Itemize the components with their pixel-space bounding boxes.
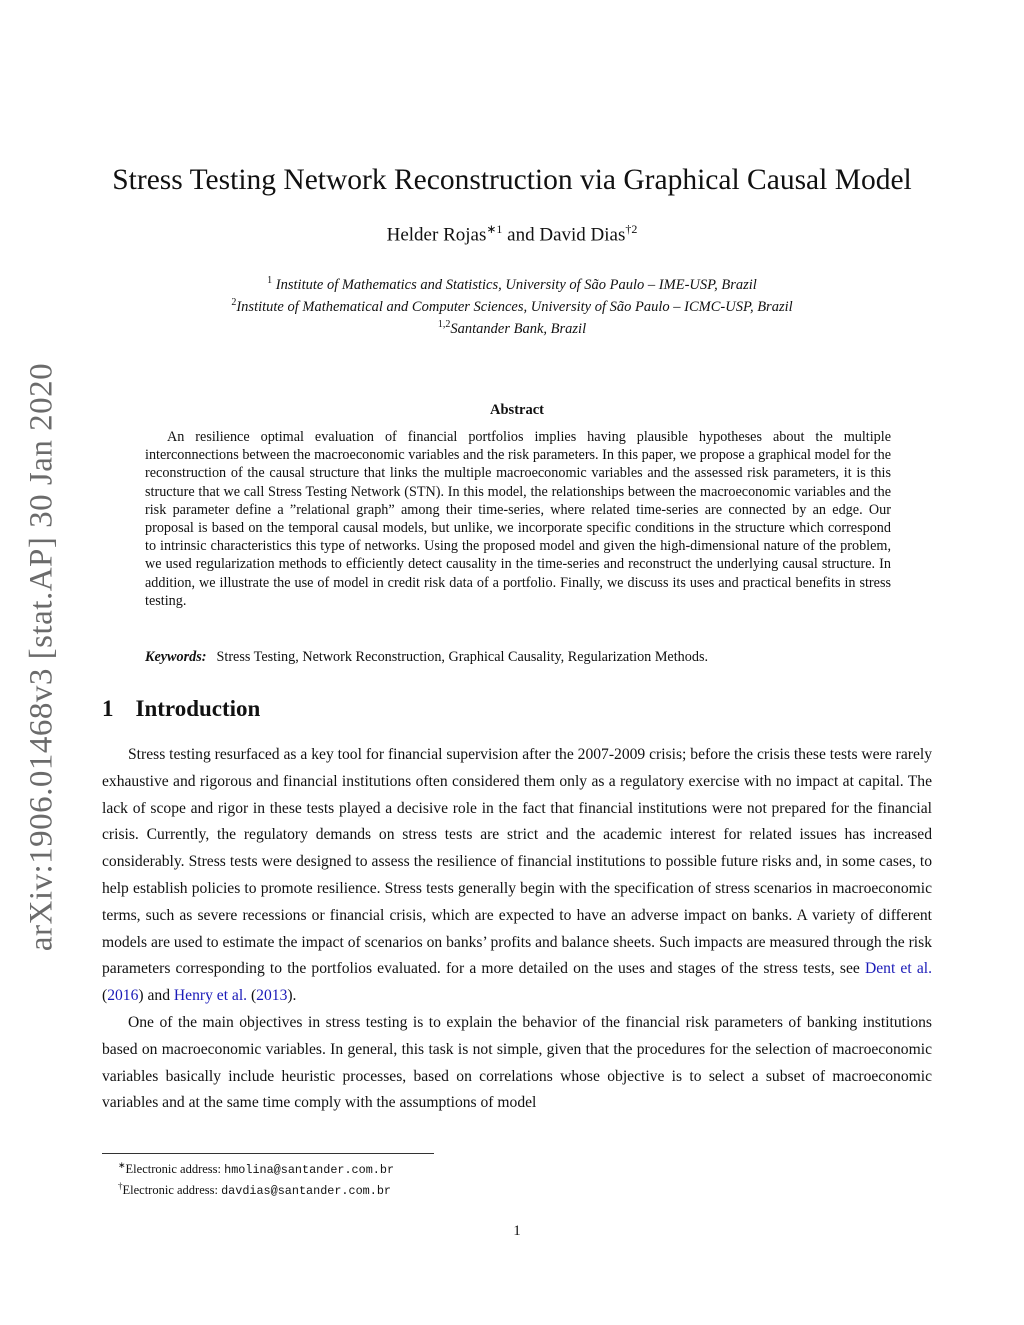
- footnote-label: Electronic address:: [122, 1183, 218, 1198]
- footnote-label: Electronic address:: [125, 1162, 221, 1177]
- author-name: David Dias: [539, 224, 626, 246]
- affiliation-text: Institute of Mathematics and Statistics, University of São Paulo – IME-USP, Brazil: [275, 276, 757, 293]
- affiliations: [0, 272, 1024, 337]
- author-list: [0, 222, 1024, 246]
- citation-link[interactable]: Henry et al.: [173, 987, 248, 1005]
- paragraph: One of the main objectives in stress testing is to explain the behavior of the financial risk parameters of banking institutions based on macroeconomic variables. In general, this task is not simple, given that the procedures for the selection of macroeconomic variables basically include heuristic processes, based on correlations whose objective is to select a subset of macroeconomic variables and at the same time comply with the assumptions of model: [102, 1013, 932, 1112]
- abstract-heading: Abstract: [490, 402, 544, 418]
- paragraph-text: Stress testing resurfaced as a key tool for financial supervision after the 2007-2009 crisis; before the crisis these tests were rarely exhaustive and rigorous and financial institutions often considered them only as a regulatory exercise with no impact at capital. The lack of scope and rigor in these tests played a decisive role in the fact that financial institutions were not prepared for the financial crisis. Currently, the regulatory demands on stress tests are strict and the academic interest for related issues has increased considerably. Stress tests were designed to assess the resilience of financial institutions to possible future risks and, in some cases, to help establish policies to promote resilience. Stress tests generally begin with the specification of stress scenarios in macroeconomic terms, such as severe recessions or financial crisis, which are expected to have an adverse impact on banks. A variety of different models are used to estimate the impact of scenarios on banks’ profits and balance sheets. Such impacts are measured through the risk parameters corresponding to the portfolios evaluated. for a more detailed on the uses and stages of the stress tests, see: [102, 746, 932, 978]
- footnote-email[interactable]: hmolina@santander.com.br: [224, 1163, 395, 1178]
- affiliation-text: Institute of Mathematical and Computer Sciences, University of São Paulo – ICMC-USP, Brazil: [236, 298, 793, 315]
- citation-joiner: and: [147, 987, 170, 1005]
- affiliation: [0, 272, 1024, 294]
- citation-link[interactable]: Dent et al.: [864, 960, 932, 978]
- affiliation: [0, 294, 1024, 316]
- footnote-email[interactable]: davdias@santander.com.br: [221, 1184, 391, 1199]
- affiliation-mark: 1,2: [437, 318, 451, 330]
- keywords-label: Keywords:: [145, 649, 207, 665]
- section-heading: [102, 696, 260, 722]
- affiliation: [0, 316, 1024, 338]
- author-mark: ∗1: [486, 222, 503, 236]
- arxiv-identifier: arXiv:1906.01468v3 [stat.AP] 30 Jan 2020: [23, 362, 60, 952]
- affiliation-text: Santander Bank, Brazil: [450, 320, 587, 337]
- keywords-text: Stress Testing, Network Reconstruction, Graphical Causality, Regularization Methods.: [216, 649, 709, 665]
- affiliation-mark: 1: [267, 275, 273, 286]
- footnote-mark: ∗: [118, 1160, 126, 1170]
- affiliation-mark: 2: [231, 296, 237, 308]
- paragraph: Stress testing resurfaced as a key tool for financial supervision after the 2007-2009 crisis; before the crisis these tests were rarely exhaustive and rigorous and financial institutions often considered them only as a regulatory exercise with no impact at capital. The lack of scope and rigor in these tests played a decisive role in the fact that financial institutions were not prepared for the financial crisis. Currently, the regulatory demands on stress tests are strict and the academic interest for related issues has increased considerably. Stress tests were designed to assess the resilience of financial institutions to possible future risks and, in some cases, to help establish policies to promote resilience. Stress tests generally begin with the specification of stress scenarios in macroeconomic terms, such as severe recessions or financial crisis, which are expected to have an adverse impact on banks. A variety of different models are used to estimate the impact of scenarios on banks’ profits and balance sheets. Such impacts are measured through the risk parameters corresponding to the portfolios evaluated. for a more detailed on the uses and stages of the stress tests, see Dent et al. (2016) and Henry et al. (2013).: [102, 746, 932, 1005]
- section-title: Introduction: [135, 696, 261, 721]
- section-number: 1: [102, 696, 114, 721]
- author-mark: †2: [625, 222, 638, 236]
- footnote-mark: †: [118, 1181, 123, 1192]
- footnote-divider: [102, 1153, 434, 1154]
- citation-year-link[interactable]: 2016: [107, 987, 139, 1005]
- author-name: Helder Rojas: [386, 224, 487, 246]
- paper-title: Stress Testing Network Reconstruction via Graphical Causal Model: [112, 164, 912, 196]
- abstract-text: An resilience optimal evaluation of financial portfolios implies having plausible hypotheses about the multiple interconnections between the macroeconomic variables and the risk parameters. In this paper, we propose a graphical model for the reconstruction of the causal structure that links the multiple macroeconomic variables and the assessed risk parameters, it is this structure that we call Stress Testing Network (STN). In this model, the relationships between the macroeconomic variables and the risk parameter define a ”relational graph” among their time-series, where related time-series are connected by an edge. Our proposal is based on the temporal causal models, but unlike, we incorporate specific conditions in the structure which correspond to intrinsic characteristics this type of networks. Using the proposed model and given the high-dimensional nature of the problem, we used regularization methods to efficiently detect causality in the time-series and reconstruct the underlying causal structure. In addition, we illustrate the use of model in credit risk data of a portfolio. Finally, we discuss its uses and practical benefits in stress testing.: [145, 429, 891, 609]
- citation-year-link[interactable]: 2013: [256, 987, 288, 1005]
- author-joiner: and: [507, 224, 535, 246]
- footnotes: [118, 1157, 394, 1199]
- body-text: [102, 742, 932, 1117]
- footnote: [118, 1178, 394, 1199]
- page-number: 1: [513, 1223, 521, 1239]
- footnote: [118, 1157, 394, 1178]
- keywords: [145, 649, 891, 666]
